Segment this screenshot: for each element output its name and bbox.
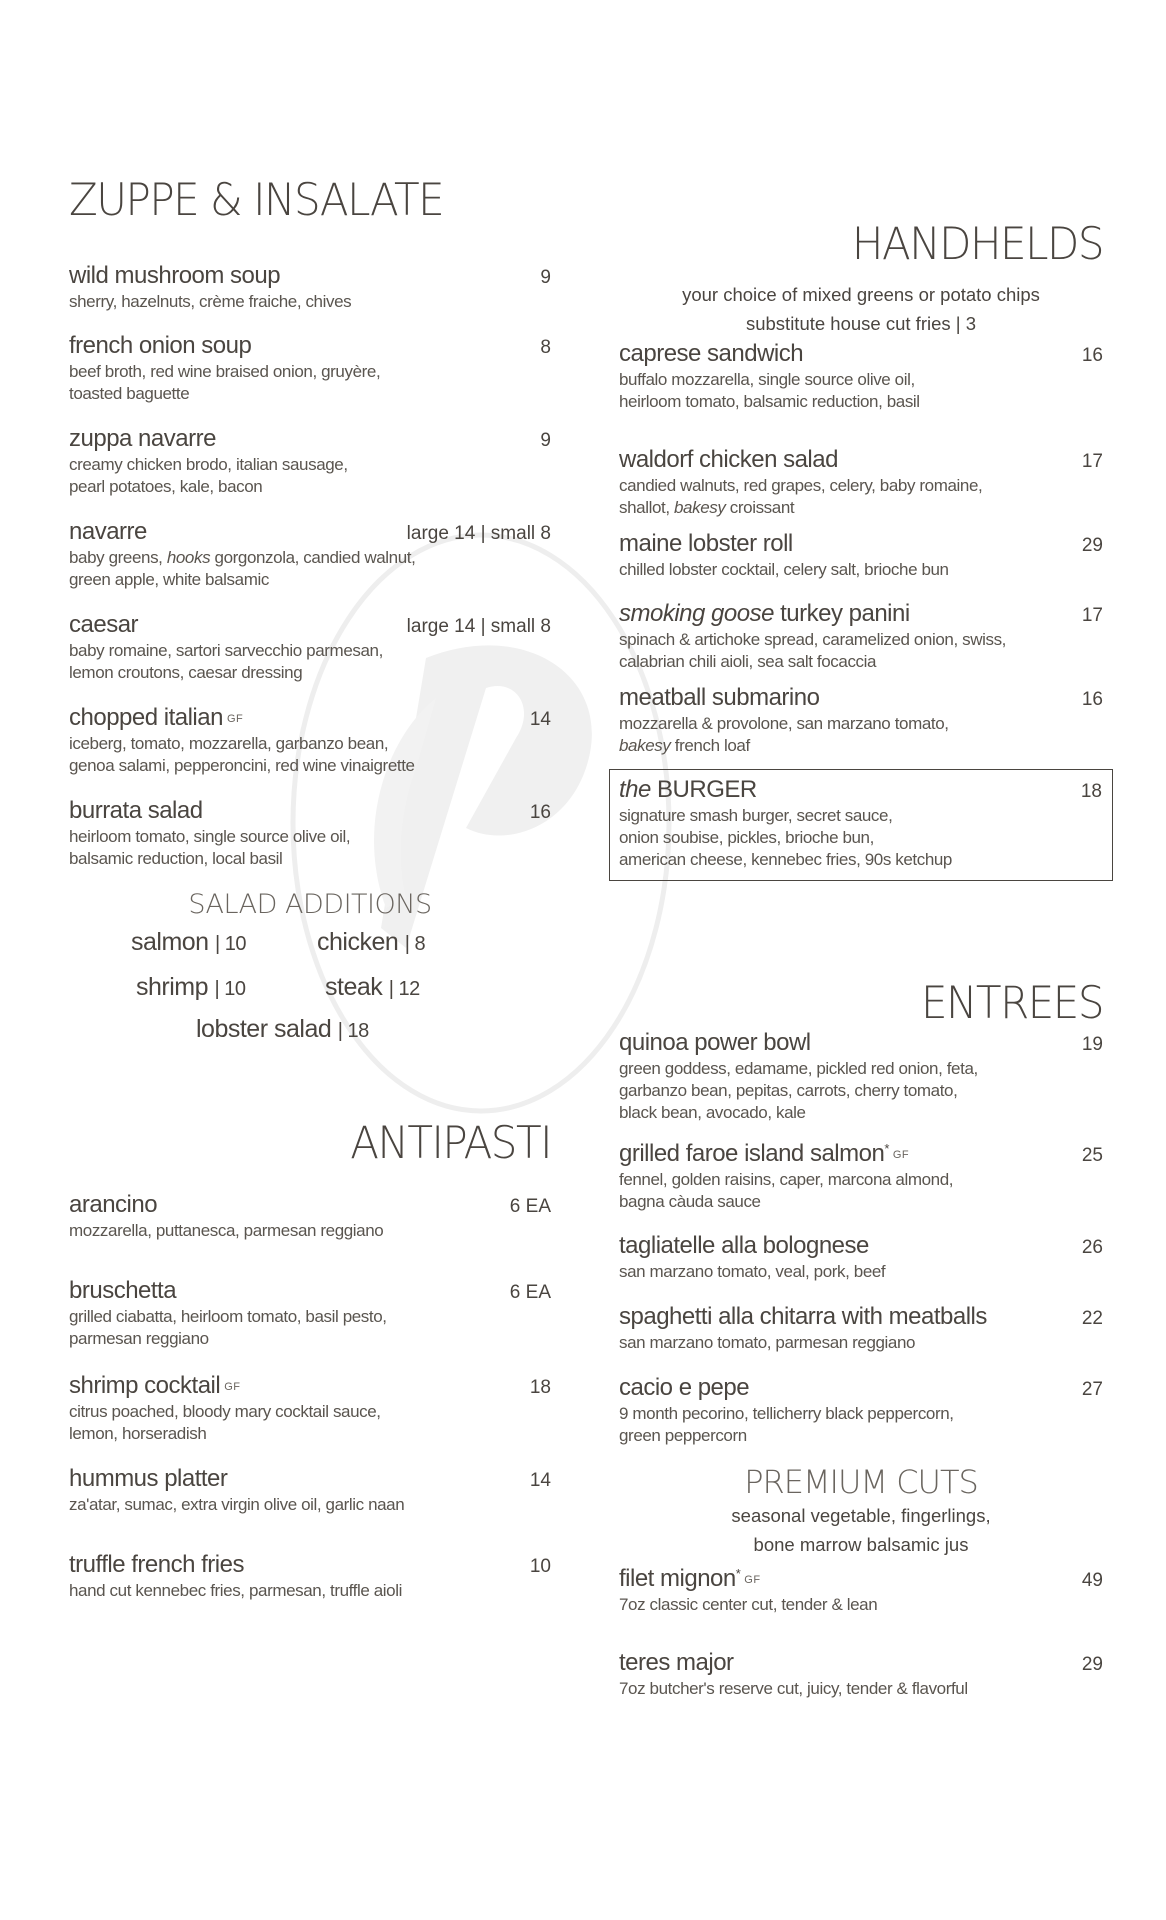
left-column xyxy=(69,173,551,1601)
salad-additions xyxy=(69,928,551,1048)
item-price: 17 xyxy=(1081,451,1103,472)
item-name: arancino xyxy=(69,1191,158,1218)
item-name: grilled faroe island salmon* GF xyxy=(619,1140,910,1167)
menu-item xyxy=(619,1649,1103,1699)
item-desc: american cheese, kennebec fries, 90s ketchup xyxy=(619,850,952,869)
burger-feature-box xyxy=(609,769,1113,881)
item-price: 9 xyxy=(540,430,551,451)
item-price: 25 xyxy=(1081,1145,1103,1166)
item-desc: iceberg, tomato, mozzarella, garbanzo bean, xyxy=(69,734,389,753)
item-price: 10 xyxy=(529,1556,551,1577)
premium-note: bone marrow balsamic jus xyxy=(753,1534,969,1555)
item-name: the BURGER xyxy=(619,776,757,803)
menu-item xyxy=(69,1277,551,1349)
item-price: 26 xyxy=(1081,1237,1103,1258)
addition-steak: steak | 12 xyxy=(325,973,420,1001)
item-desc: creamy chicken brodo, italian sausage, xyxy=(69,455,348,474)
handhelds-title: HANDHELDS xyxy=(851,217,1103,270)
item-desc: balsamic reduction, local basil xyxy=(69,849,283,868)
item-name: smoking goose turkey panini xyxy=(619,600,910,627)
item-desc: heirloom tomato, single source olive oil, xyxy=(69,827,351,846)
item-desc: grilled ciabatta, heirloom tomato, basil pesto, xyxy=(69,1307,387,1326)
menu-item xyxy=(69,262,551,312)
item-desc: mozzarella & provolone, san marzano tomato, xyxy=(619,714,949,733)
item-price: 16 xyxy=(529,802,551,823)
menu-item xyxy=(69,611,551,683)
item-desc: sherry, hazelnuts, crème fraiche, chives xyxy=(69,292,352,311)
item-name: caesar xyxy=(69,611,139,638)
menu-item xyxy=(69,797,551,869)
item-price: 17 xyxy=(1081,605,1103,626)
item-name: tagliatelle alla bolognese xyxy=(619,1232,869,1259)
item-name: wild mushroom soup xyxy=(69,262,281,289)
gf-badge: GF xyxy=(744,1574,761,1586)
menu-item xyxy=(69,1372,551,1444)
menu-item xyxy=(69,518,551,590)
item-desc: black bean, avocado, kale xyxy=(619,1103,806,1122)
item-name: maine lobster roll xyxy=(619,530,793,557)
premium-note: seasonal vegetable, fingerlings, xyxy=(731,1505,991,1526)
item-desc: candied walnuts, red grapes, celery, baby romaine, xyxy=(619,476,983,495)
item-price: 22 xyxy=(1081,1308,1103,1329)
item-name: teres major xyxy=(619,1649,734,1676)
item-price: large 14 | small 8 xyxy=(406,616,551,637)
menu-item xyxy=(619,1303,1103,1353)
item-price: 19 xyxy=(1081,1034,1103,1055)
menu-item xyxy=(619,1029,1103,1123)
addition-lobster-salad: lobster salad | 18 xyxy=(196,1015,369,1043)
item-name: caprese sandwich xyxy=(619,340,804,367)
item-price: 14 xyxy=(529,709,551,730)
item-desc: garbanzo bean, pepitas, carrots, cherry tomato, xyxy=(619,1081,958,1100)
item-price: 27 xyxy=(1081,1379,1103,1400)
menu-item xyxy=(619,684,1103,756)
item-desc: shallot, bakesy croissant xyxy=(619,498,795,517)
menu-item xyxy=(69,332,551,404)
item-name: quinoa power bowl xyxy=(619,1029,811,1056)
addition-chicken: chicken | 8 xyxy=(317,928,426,956)
item-desc: green goddess, edamame, pickled red onion, feta, xyxy=(619,1059,978,1078)
item-desc: hand cut kennebec fries, parmesan, truffle aioli xyxy=(69,1581,402,1600)
item-desc: green peppercorn xyxy=(619,1426,747,1445)
menu-item xyxy=(619,1374,1103,1446)
item-name: filet mignon* GF xyxy=(619,1565,761,1592)
item-name: waldorf chicken salad xyxy=(619,446,838,473)
gf-badge: GF xyxy=(226,713,244,725)
item-desc: 7oz butcher's reserve cut, juicy, tender & flavorful xyxy=(619,1679,968,1698)
item-desc: baby greens, hooks gorgonzola, candied walnut, xyxy=(69,548,416,567)
gf-badge: GF xyxy=(892,1149,910,1161)
item-desc: fennel, golden raisins, caper, marcona almond, xyxy=(619,1170,954,1189)
menu-item xyxy=(69,1191,551,1241)
item-price: large 14 | small 8 xyxy=(406,523,551,544)
item-desc: spinach & artichoke spread, caramelized onion, swiss, xyxy=(619,630,1006,649)
item-desc: san marzano tomato, parmesan reggiano xyxy=(619,1333,916,1352)
menu-item xyxy=(619,1232,1103,1282)
handhelds-note: your choice of mixed greens or potato chips xyxy=(682,284,1040,305)
item-price: 14 xyxy=(529,1470,551,1491)
item-desc: chilled lobster cocktail, celery salt, brioche bun xyxy=(619,560,949,579)
antipasti-title: ANTIPASTI xyxy=(350,1116,551,1169)
item-desc: za'atar, sumac, extra virgin olive oil, garlic naan xyxy=(69,1495,405,1514)
menu-item xyxy=(619,446,1103,518)
item-desc: signature smash burger, secret sauce, xyxy=(619,806,893,825)
menu-item xyxy=(619,600,1103,672)
addition-salmon: salmon | 10 xyxy=(131,928,247,956)
item-price: 16 xyxy=(1081,345,1103,366)
item-desc: pearl potatoes, kale, bacon xyxy=(69,477,263,496)
premium-cuts-title: PREMIUM CUTS xyxy=(744,1463,978,1501)
item-desc: san marzano tomato, veal, pork, beef xyxy=(619,1262,886,1281)
item-desc: lemon croutons, caesar dressing xyxy=(69,663,303,682)
menu-item xyxy=(69,1551,551,1601)
item-name: hummus platter xyxy=(69,1465,228,1492)
item-desc: lemon, horseradish xyxy=(69,1424,207,1443)
menu-item xyxy=(69,425,551,497)
item-price: 29 xyxy=(1081,1654,1103,1675)
item-desc: onion soubise, pickles, brioche bun, xyxy=(619,828,874,847)
item-desc: parmesan reggiano xyxy=(69,1329,209,1348)
item-desc: genoa salami, pepperoncini, red wine vinaigrette xyxy=(69,756,415,775)
item-name: spaghetti alla chitarra with meatballs xyxy=(619,1303,987,1330)
item-name: burrata salad xyxy=(69,797,203,824)
addition-shrimp: shrimp | 10 xyxy=(136,973,246,1001)
item-name: chopped italian GF xyxy=(69,704,244,731)
item-desc: 7oz classic center cut, tender & lean xyxy=(619,1595,878,1614)
item-desc: green apple, white balsamic xyxy=(69,570,269,589)
item-price: 29 xyxy=(1081,535,1103,556)
item-desc: mozzarella, puttanesca, parmesan reggiano xyxy=(69,1221,384,1240)
item-desc: toasted baguette xyxy=(69,384,190,403)
gf-badge: GF xyxy=(224,1381,241,1393)
entrees-title: ENTREES xyxy=(920,976,1103,1029)
item-desc: 9 month pecorino, tellicherry black peppercorn, xyxy=(619,1404,954,1423)
item-price: 6 EA xyxy=(509,1196,551,1217)
item-price: 6 EA xyxy=(509,1282,551,1303)
zuppe-title: ZUPPE & INSALATE xyxy=(69,173,444,226)
item-name: truffle french fries xyxy=(69,1551,244,1578)
menu-item xyxy=(619,530,1103,580)
menu-item xyxy=(619,1140,1103,1212)
menu-item xyxy=(69,704,551,776)
item-name: meatball submarino xyxy=(619,684,820,711)
item-price: 16 xyxy=(1081,689,1103,710)
item-desc: bagna càuda sauce xyxy=(619,1192,761,1211)
item-name: navarre xyxy=(69,518,147,545)
item-name: bruschetta xyxy=(69,1277,177,1304)
item-desc: heirloom tomato, balsamic reduction, basil xyxy=(619,392,920,411)
item-desc: bakesy french loaf xyxy=(619,736,750,755)
item-desc: buffalo mozzarella, single source olive oil, xyxy=(619,370,915,389)
item-price: 18 xyxy=(529,1377,551,1398)
item-price: 49 xyxy=(1081,1570,1103,1591)
salad-additions-title: SALAD ADDITIONS xyxy=(188,889,432,920)
right-column xyxy=(619,217,1103,1699)
menu-item xyxy=(619,340,1103,412)
item-price: 18 xyxy=(1080,781,1102,802)
item-name: shrimp cocktail GF xyxy=(69,1372,241,1399)
item-name: cacio e pepe xyxy=(619,1374,750,1401)
menu-item xyxy=(69,1465,551,1515)
item-name: french onion soup xyxy=(69,332,252,359)
item-name: zuppa navarre xyxy=(69,425,216,452)
item-desc: beef broth, red wine braised onion, gruyère, xyxy=(69,362,381,381)
item-price: 9 xyxy=(540,267,551,288)
item-price: 8 xyxy=(540,337,551,358)
handhelds-note: substitute house cut fries | 3 xyxy=(745,313,976,334)
menu-item xyxy=(619,1565,1103,1615)
item-desc: calabrian chili aioli, sea salt focaccia xyxy=(619,652,877,671)
item-desc: citrus poached, bloody mary cocktail sauce, xyxy=(69,1402,381,1421)
item-desc: baby romaine, sartori sarvecchio parmesan, xyxy=(69,641,383,660)
